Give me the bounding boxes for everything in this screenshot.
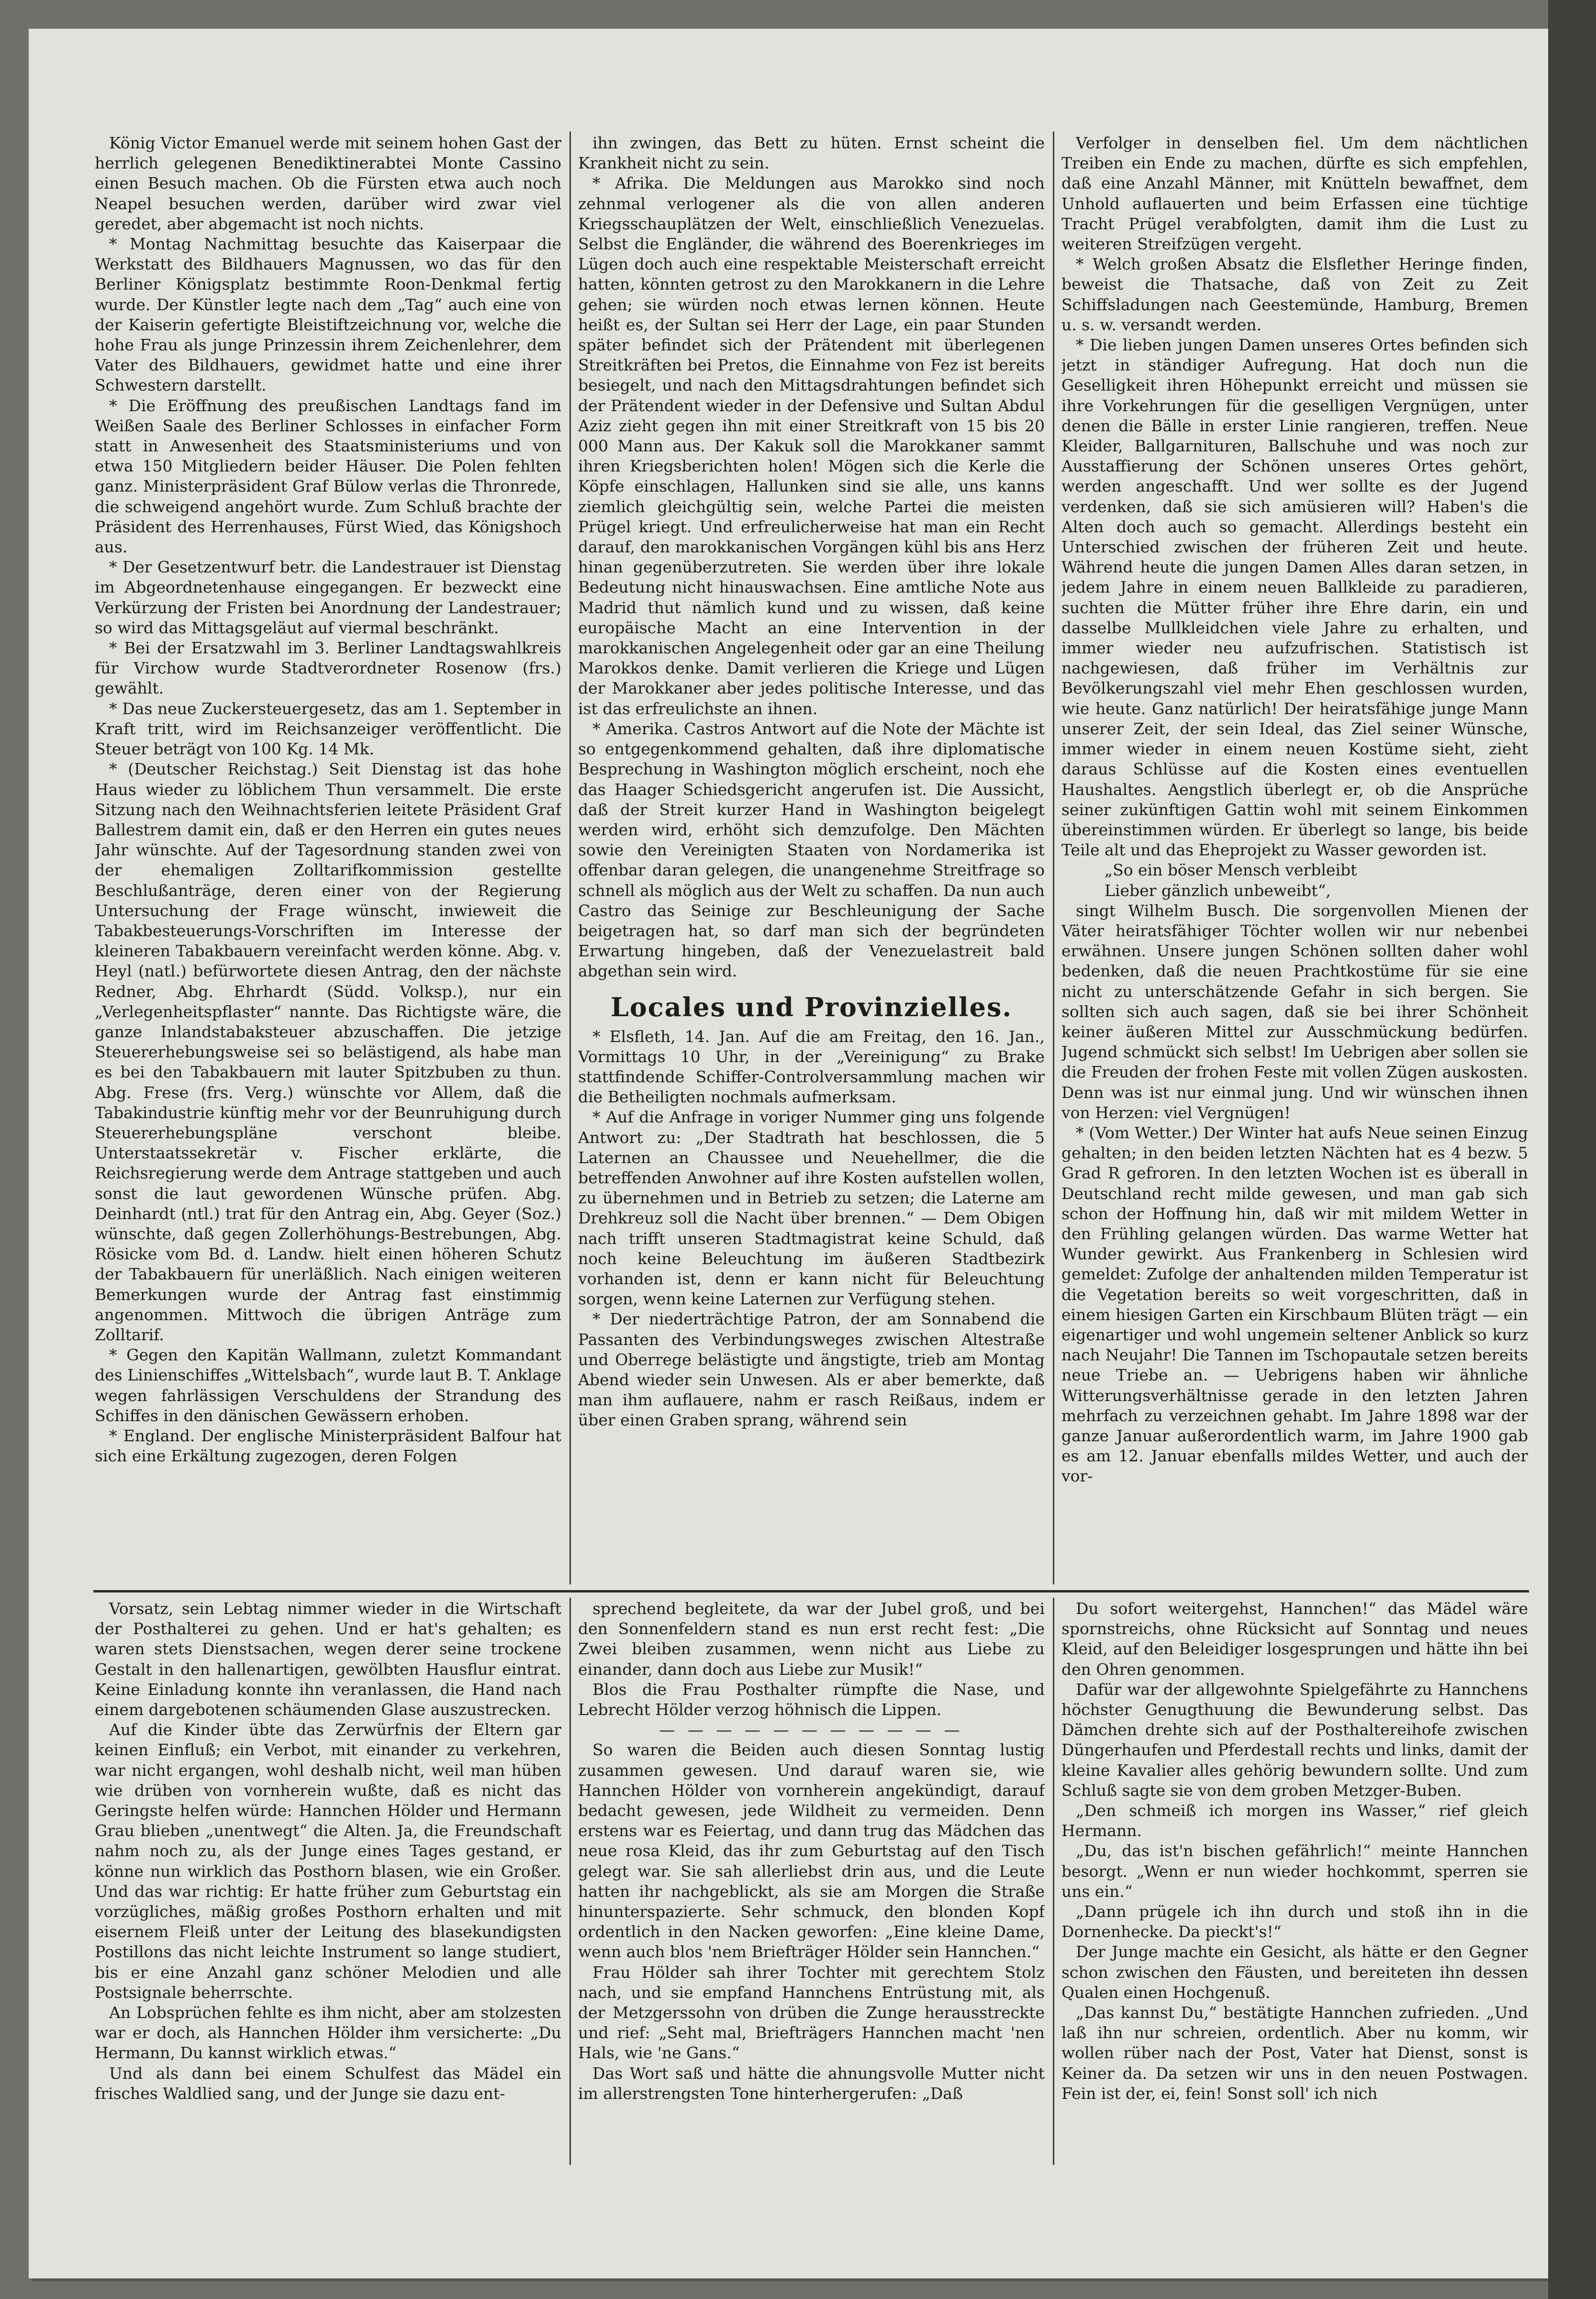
paragraph: Und als dann bei einem Schulfest das Mädel ein frisches Waldlied sang, und der Junge sie dazu ent- <box>95 2063 561 2103</box>
paragraph: * England. Der englische Ministerpräsident Balfour hat sich eine Erkältung zugezogen, deren Folgen <box>95 1426 561 1466</box>
paragraph: Blos die Frau Posthalter rümpfte die Nase, und Lebrecht Hölder verzog höhnisch die Lippen. <box>578 1680 1045 1719</box>
paragraph: An Lobsprüchen fehlte es ihm nicht, aber am stolzesten war er doch, als Hannchen Hölder ihm versicherte: „Du Hermann, Du kannst wirklich etwas.“ <box>95 2003 561 2063</box>
paragraph: „Dann prügele ich ihn durch und stoß ihn in die Dornenhecke. Da pieckt's!“ <box>1061 1902 1528 1941</box>
lower-column-2 <box>578 1599 1045 2164</box>
lower-column-1 <box>95 1599 561 2164</box>
paragraph: ihn zwingen, das Bett zu hüten. Ernst scheint die Krankheit nicht zu sein. <box>578 134 1045 173</box>
paragraph: „Den schmeiß ich morgen ins Wasser,“ rief gleich Hermann. <box>1061 1801 1528 1840</box>
paragraph: * Elsfleth, 14. Jan. Auf die am Freitag, den 16. Jan., Vormittags 10 Uhr, in der „Vereinigung“ zu Brake stattfindende Schiffer-Controlversammlung machen wir die Betheiligten nochmals aufmerksam. <box>578 1027 1045 1107</box>
paragraph: „Du, das ist'n bischen gefährlich!“ meinte Hannchen besorgt. „Wenn er nun wieder hochkommt, sperren sie uns ein.“ <box>1061 1841 1528 1901</box>
scan-edge <box>1548 0 1596 2299</box>
paragraph: sprechend begleitete, da war der Jubel groß, und bei den Sonnenfeldern stand es nun erst recht fest: „Die Zwei bleiben zusammen, wenn nicht aus Liebe zu einander, dann doch aus Liebe zur Musik!“ <box>578 1599 1045 1679</box>
upper-column-1 <box>95 133 561 1583</box>
section-heading: Locales und Provinzielles. <box>610 991 1013 1022</box>
verse-line: „So ein böser Mensch verbleibt <box>1105 861 1357 880</box>
paragraph: * (Vom Wetter.) Der Winter hat aufs Neue seinen Einzug gehalten; in den beiden letzten Nächten hat es 4 bezw. 5 Grad R gefroren. In den letzten Wochen ist es überall in Deutschland recht milde gewesen, und man gab sich schon der Hoffnung hin, daß wir mit mildem Wetter in den Frühling gelangen würden. Das warme Wetter hat Wunder gewirkt. Aus Frankenberg in Schlesien wird gemeldet: Zufolge der anhaltenden milden Temperatur ist die Vegetation bereits so weit vorgeschritten, daß in einem hiesigen Garten ein Kirschbaum Blüten trägt — ein eigenartiger und wohl ungemein seltener Anblick so kurz nach Neujahr! Die Tannen im Tschopautale setzen bereits neue Triebe an. — Uebrigens haben wir ähnliche Witterungsverhältnisse gerade in den letzten Jahren mehrfach zu verzeichnen gehabt. Im Jahre 1898 war der ganze Januar außerordentlich warm, im Jahre 1900 gab es am 12. Januar ebenfalls mildes Wetter, und auch der vor- <box>1061 1123 1528 1486</box>
paragraph: * Afrika. Die Meldungen aus Marokko sind noch zehnmal verlogener als die von allen anderen Kriegsschauplätzen der Welt, einschließlich Venezuelas. Selbst die Engländer, die während des Boerenkrieges im Lügen doch auch eine respektable Meisterschaft erreicht hatten, könnten getrost zu den Marokkanern in die Lehre gehen; sie würden noch etwas lernen können. Heute heißt es, der Sultan sei Herr der Lage, ein paar Stunden später befindet sich der Prätendent mit überlegenen Streitkräften bei Pretos, die Einnahme von Fez ist bereits besiegelt, und nach den Mittagsdrahtungen befindet sich der Prätendent wieder in der Defensive und Sultan Abdul Aziz zieht gegen ihn mit einer Streitkraft von 15 bis 20 000 Mann aus. Der Kakuk soll die Marokkaner sammt ihren Kriegsberichten holen! Mögen sich die Kerle die Köpfe einschlagen, Hallunken sind sie alle, uns kanns ziemlich gleichgültig sein, welche Partei die meisten Prügel kriegt. Und erfreulicherweise hat man ein Recht darauf, den marokkanischen Vorgängen kühl bis ans Herz hinan gegenüberzutreten. Sie werden über ihre lokale Bedeutung nicht hinauswachsen. Eine amtliche Note aus Madrid thut nämlich kund und zu wissen, daß keine europäische Macht an eine Intervention in der marokkanischen Angelegenheit oder gar an eine Theilung Marokkos denke. Damit verlieren die Kriege und Lügen der Marokkaner aber jedes politische Interesse, und das ist das erfreulichste an ihnen. <box>578 174 1045 718</box>
column-rule <box>1053 1598 1054 2165</box>
paragraph: Frau Hölder sah ihrer Tochter mit gerechtem Stolz nach, und sie empfand Hannchens Entrüstung mit, als der Metzgerssohn von drüben die Zunge herausstreckte und rief: „Seht mal, Briefträgers Hannchen macht 'nen Hals, wie 'ne Gans.“ <box>578 1963 1045 2063</box>
upper-column-3 <box>1061 133 1528 1583</box>
paragraph: Vorsatz, sein Lebtag nimmer wieder in die Wirtschaft der Posthalterei zu gehen. Und er hat's gehalten; es waren stets Dienstsachen, wegen derer seine trockene Gestalt in den hallenartigen, gewölbten Hausflur eintrat. Keine Einladung konnte ihn veranlassen, die Hand nach einem dargebotenen schäumenden Glase auszustrecken. <box>95 1599 561 1719</box>
paragraph: * Der Gesetzentwurf betr. die Landestrauer ist Dienstag im Abgeordnetenhause eingegangen. Er bezweckt eine Verkürzung der Fristen bei Anordnung der Landestrauer; so wird das Mittagsgeläut auf viermal beschränkt. <box>95 558 561 637</box>
paragraph: * Das neue Zuckersteuergesetz, das am 1. September in Kraft tritt, wird im Reichsanzeiger veröffentlicht. Die Steuer beträgt von 100 Kg. 14 Mk. <box>95 699 561 759</box>
paragraph: * Der niederträchtige Patron, der am Sonnabend die Passanten des Verbindungsweges zwischen Altestraße und Oberrege belästigte und ängstigte, trieb am Montag Abend wieder sein Unwesen. Als er aber bemerkte, daß man ihm auflauere, nahm er rasch Reißaus, indem er über einen Graben sprang, während sein <box>578 1310 1045 1430</box>
column-rule <box>569 132 571 1584</box>
paragraph: „Das kannst Du,“ bestätigte Hannchen zufrieden. „Und laß ihn nur schreien, ordentlich. Aber nu komm, wir wollen rüber nach der Post, Vater hat Dienst, sonst is Keiner da. Da setzen wir uns in den neuen Postwagen. Fein ist der, ei, fein! Sonst soll' ich nich <box>1061 2003 1528 2103</box>
paragraph: * Die lieben jungen Damen unseres Ortes befinden sich jetzt in ständiger Aufregung. Hat doch nun die Geselligkeit ihren Höhepunkt erreicht und müssen sie ihre Vorkehrungen für die geselligen Vergnügen, unter denen die Bälle in erster Linie rangieren, treffen. Neue Kleider, Ballgarnituren, Ballschuhe und was noch zur Ausstaffierung der Schönen unseres Ortes gehört, werden angeschafft. Und wer sollte es der Jugend verdenken, daß sie sich amüsieren will? Haben's die Alten doch auch so gemacht. Allerdings besteht ein Unterschied zwischen der früheren Zeit und heute. Während heute die jungen Damen Alles daran setzen, in jedem Jahre in einem neuen Ballkleide zu paradieren, suchten die Mütter früher ihre Ehre darin, ein und dasselbe Mullkleidchen viele Jahre zu erhalten, und immer wieder neu aufzufrischen. Statistisch ist nachgewiesen, daß früher im Verhältnis zur Bevölkerungszahl viel mehr Ehen geschlossen wurden, wie heute. Ganz natürlich! Der heiratsfähige junge Mann unserer Zeit, der sein Ideal, das Ziel seiner Wünsche, immer wieder in einem neuen Kostüme sieht, zieht daraus Schlüsse auf die Kosten eines eventuellen Haushaltes. Aengstlich überlegt er, ob die Ansprüche seiner zukünftigen Gattin wohl mit seinem Einkommen übereinstimmen würden. Er überlegt so lange, bis beide Teile alt und das Eheprojekt zu Wasser geworden ist. <box>1061 336 1528 860</box>
paragraph: * Amerika. Castros Antwort auf die Note der Mächte ist so entgegenkommend gehalten, daß ihre diplomatische Besprechung in Washington möglich erscheint, noch ehe das Haager Schiedsgericht angerufen ist. Die Aussicht, daß der Streit kurzer Hand in Washington beigelegt werden wird, erhöht sich demzufolge. Den Mächten sowie den Vereinigten Staaten von Nordamerika ist offenbar daran gelegen, die unangenehme Streitfrage so schnell als möglich aus der Welt zu schaffen. Da nun auch Castro das Seinige zur Beschleunigung der Sache beigetragen hat, so darf man sich der begründeten Erwartung hingeben, daß der Venezuelastreit bald abgethan sein wird. <box>578 719 1045 981</box>
paragraph: Dafür war der allgewohnte Spielgefährte zu Hannchens höchster Genugthuung die Bewunderung selbst. Das Dämchen drehte sich auf der Posthaltereihofe zwischen Düngerhaufen und Pferdestall rechts und links, damit der kleine Kavalier alles gehörig bewundern sollte. Und zum Schluß sagte sie von dem groben Metzger-Buben. <box>1061 1680 1528 1800</box>
column-rule <box>569 1598 571 2165</box>
paragraph: Der Junge machte ein Gesicht, als hätte er den Gegner schon zwischen den Fäusten, und bereiteten ihn dessen Qualen einen Hochgenuß. <box>1061 1942 1528 2002</box>
paragraph: * (Deutscher Reichstag.) Seit Dienstag ist das hohe Haus wieder zu löblichem Thun versammelt. Die erste Sitzung nach den Weihnachtsferien leitete Präsident Graf Ballestrem damit ein, daß er den Herren ein gutes neues Jahr wünschte. Auf der Tagesordnung standen zwei von der ehemaligen Zolltarifkommission gestellte Beschlußanträge, deren einer von der Regierung Untersuchung der Frage wünscht, inwieweit die Tabakbesteuerungs-Vorschriften im Interesse der kleineren Tabakbauern vereinfacht werden könne. Abg. v. Heyl (natl.) befürwortete diesen Antrag, den der nächste Redner, Abg. Ehrhardt (Südd. Volksp.), nur ein „Verlegenheitspflaster“ nannte. Das Richtigste wäre, die ganze Inlandstabaksteuer abzuschaffen. Die jetzige Steuererhebungsweise sei so belästigend, als habe man es bei den Tabakbauern mit lauter Spitzbuben zu thun. Abg. Frese (frs. Verg.) wünschte vor Allem, daß die Tabakindustrie künftig mehr vor der Beunruhigung durch Steuererhebungspläne verschont bleibe. Unterstaatssekretär v. Fischer erklärte, die Reichsregierung werde dem Antrage stattgeben und auch sonst die laut gewordenen Wünsche prüfen. Abg. Deinhardt (ntl.) trat für den Antrag ein, Abg. Geyer (Soz.) wünschte, daß gegen Zollerhöhungs-Bestrebungen, Abg. Rösicke vom Bd. d. Landw. hielt einen höheren Schutz der Tabakbauern für unerläßlich. Nach einigen weiteren Bemerkungen wurde der Antrag fast einstimmig angenommen. Mittwoch die übrigen Anträge zum Zolltarif. <box>95 760 561 1344</box>
paragraph: singt Wilhelm Busch. Die sorgenvollen Mienen der Väter heiratsfähiger Töchter wollen wir nur nebenbei erwähnen. Unsere jungen Schönen sollten daher wohl bedenken, daß die neuen Prachtkostüme für sie eine nicht zu unterschätzende Gefahr in sich bergen. Sie sollten sich auch sagen, daß sie bei ihrer Schönheit keiner äußeren Mittel zur Ausschmückung bedürfen. Jugend schmückt sich selbst! Im Uebrigen aber sollen sie die Freuden der frohen Feste mit vollen Zügen auskosten. Denn was ist nur einmal jung. Und wir wünschen ihnen von Herzen: viel Vergnügen! <box>1061 901 1528 1122</box>
paragraph: Das Wort saß und hätte die ahnungsvolle Mutter nicht im allerstrengsten Tone hinterhergerufen: „Daß <box>578 2063 1045 2103</box>
feuilleton-divider <box>93 1590 1529 1592</box>
paragraph: * Bei der Ersatzwahl im 3. Berliner Landtagswahlkreis für Virchow wurde Stadtverordneter Rosenow (frs.) gewählt. <box>95 639 561 698</box>
paragraph: Auf die Kinder übte das Zerwürfnis der Eltern gar keinen Einfluß; ein Verbot, mit einander zu verkehren, war nicht ergangen, wohl deshalb nicht, weil man hüben wie drüben von vornherein wußte, daß es nicht das Geringste helfen würde: Hannchen Hölder und Hermann Grau blieben „unentwegt“ die Alten. Ja, die Freundschaft nahm noch zu, als der Junge eines Tages gestand, er könne nun wirklich das Posthorn blasen, wie ein Großer. Und das war richtig: Er hatte früher zum Geburtstag ein vorzügliches, mäßig großes Posthorn erhalten und mit eisernem Fleiß unter der Leitung des blasekundigsten Postillons das nicht leichte Instrument so lange studiert, bis er eine Anzahl ganz schöner Melodien und alle Postsignale beherrschte. <box>95 1720 561 2002</box>
paragraph: * Welch großen Absatz die Elsflether Heringe finden, beweist die Thatsache, daß von Zeit zu Zeit Schiffsladungen nach Geestemünde, Hamburg, Bremen u. s. w. versandt werden. <box>1061 255 1528 334</box>
verse-line: Lieber gänzlich unbeweibt“, <box>1105 881 1331 900</box>
newspaper-page <box>29 29 1548 2278</box>
column-rule <box>1053 132 1054 1584</box>
paragraph: * Gegen den Kapitän Wallmann, zuletzt Kommandant des Linienschiffes „Wittelsbach“, wurde laut B. T. Anklage wegen fahrlässigen Verschuldens der Strandung des Schiffes in den dänischen Gewässern erhoben. <box>95 1346 561 1425</box>
upper-column-2 <box>578 133 1045 1583</box>
paragraph: Verfolger in denselben fiel. Um dem nächtlichen Treiben ein Ende zu machen, dürfte es sich empfehlen, daß eine Anzahl Männer, mit Knütteln bewaffnet, dem Unhold auflauerten und beim Erfassen eine tüchtige Tracht Prügel verabfolgten, damit ihm die Lust zu weiteren Streifzügen vergeht. <box>1061 134 1528 254</box>
paragraph: Du sofort weitergehst, Hannchen!“ das Mädel wäre spornstreichs, ohne Rücksicht auf Sonntag und neues Kleid, auf den Beleidiger losgesprungen und hätte ihn bei den Ohren genommen. <box>1061 1599 1528 1679</box>
paragraph: * Montag Nachmittag besuchte das Kaiserpaar die Werkstatt des Bildhauers Magnussen, wo das für den Berliner Königsplatz bestimmte Roon-Denkmal fertig wurde. Der Künstler legte nach dem „Tag“ auch eine von der Kaiserin gefertigte Bleistiftzeichnung vor, welche die hohe Frau als junge Prinzessin ihrem Zeichenlehrer, dem Vater des Bildhauers, gewidmet hatte und eine ihrer Schwestern darstellt. <box>95 235 561 395</box>
lower-column-3 <box>1061 1599 1528 2164</box>
separator: — — — — — — — — — — — <box>659 1720 964 1739</box>
paragraph: So waren die Beiden auch diesen Sonntag lustig zusammen gewesen. Und darauf waren sie, wie Hannchen Hölder von vornherein angekündigt, darauf bedacht gewesen, jede Wildheit zu vermeiden. Denn erstens war es Feiertag, und dann trug das Mädchen das neue rosa Kleid, das ihr zum Geburtstag auf den Tisch gelegt war. Sie sah allerliebst drin aus, und die Leute hatten ihr nachgeblickt, als sie am Morgen die Straße hinunterspazierte. Sehr schmuck, den blonden Kopf ordentlich in den Nacken geworfen: „Eine kleine Dame, wenn auch blos 'nem Briefträger Hölder sein Hannchen.“ <box>578 1740 1045 1962</box>
paragraph: * Auf die Anfrage in voriger Nummer ging uns folgende Antwort zu: „Der Stadtrath hat beschlossen, die 5 Laternen an Chaussee und Neuehellmer, die die betreffenden Anwohner auf ihre Kosten aufstellen wollen, zu übernehmen und in Betrieb zu setzen; die Laterne am Drehkreuz soll die Nacht über brennen.“ — Dem Obigen nach trifft unseren Stadtmagistrat keine Schuld, daß noch keine Beleuchtung im äußeren Stadtbezirk vorhanden ist, denn er kann nicht für Beleuchtung sorgen, wenn keine Laternen zur Verfügung stehen. <box>578 1108 1045 1309</box>
paragraph: König Victor Emanuel werde mit seinem hohen Gast der herrlich gelegenen Benediktinerabtei Monte Cassino einen Besuch machen. Ob die Fürsten etwa auch noch Neapel besuchen werden, darüber wird zwar viel geredet, aber abgemacht ist noch nichts. <box>95 134 561 233</box>
paragraph: * Die Eröffnung des preußischen Landtags fand im Weißen Saale des Berliner Schlosses in einfacher Form statt in Anwesenheit des Staatsministeriums und von etwa 150 Mitgliedern beider Häuser. Die Polen fehlten ganz. Ministerpräsident Graf Bülow verlas die Thronrede, die schweigend angehört wurde. Zum Schluß brachte der Präsident des Herrenhauses, Fürst Wied, das Königshoch aus. <box>95 396 561 557</box>
